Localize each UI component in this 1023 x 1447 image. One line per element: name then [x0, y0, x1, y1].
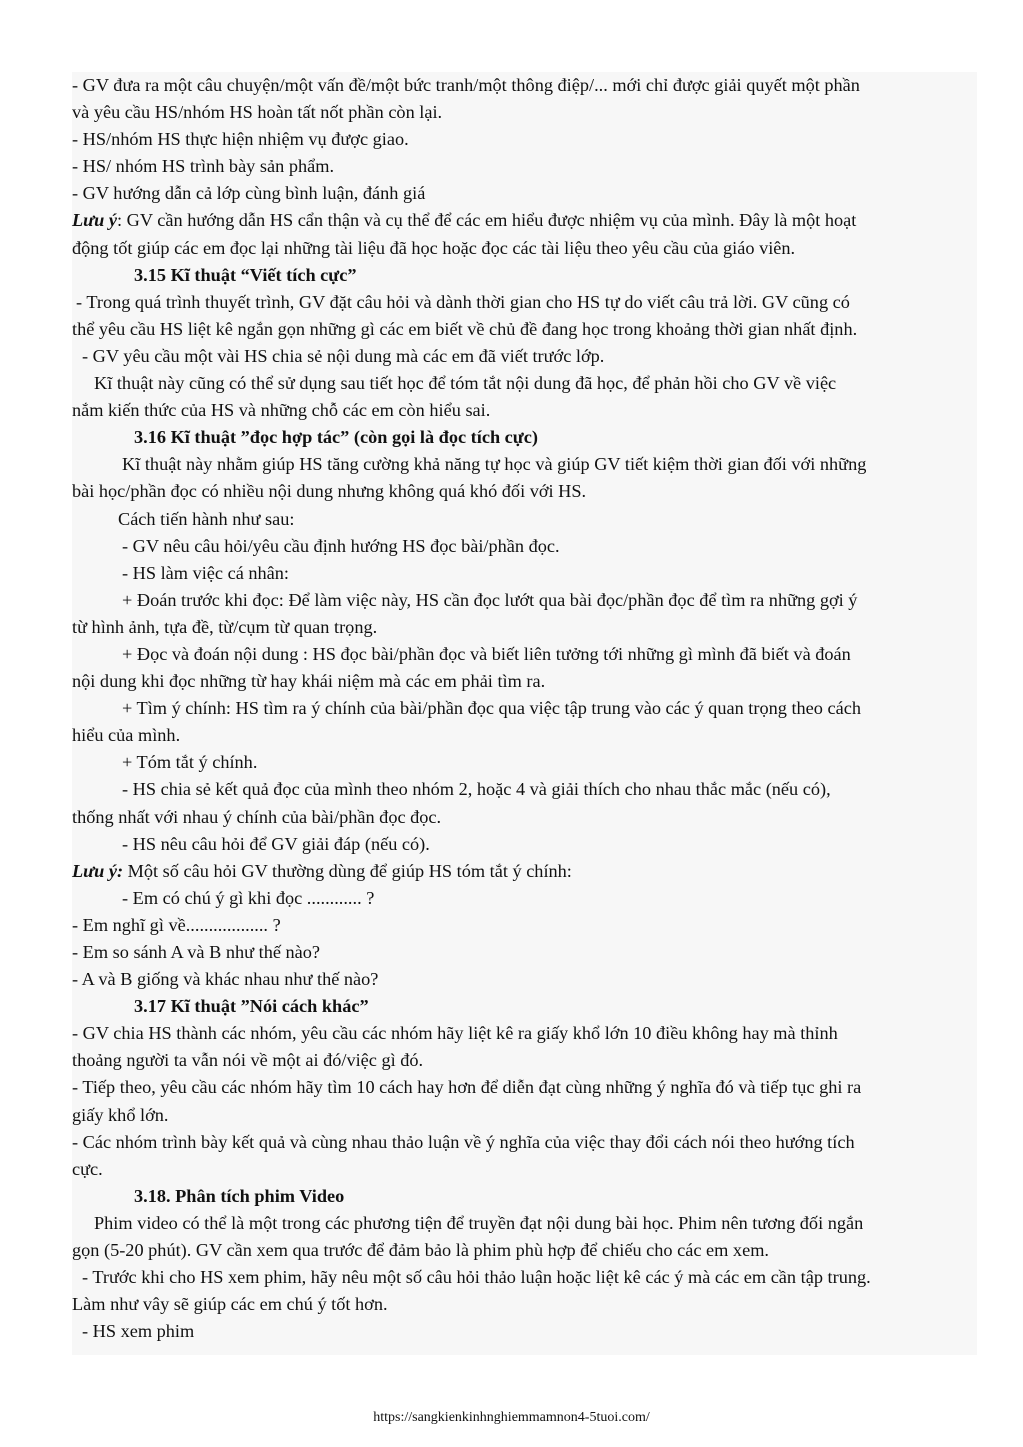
note-text: Một số câu hỏi GV thường dùng để giúp HS tóm tắt ý chính:: [123, 860, 572, 881]
text-line: - HS nêu câu hỏi để GV giải đáp (nếu có).: [122, 833, 430, 854]
text-line: - HS làm việc cá nhân:: [122, 562, 290, 583]
text-line: - Tiếp theo, yêu cầu các nhóm hãy tìm 10 cách hay hơn để diễn đạt cùng những ý nghĩa đó và tiếp tục ghi ra: [72, 1077, 862, 1098]
text-line: - Trước khi cho HS xem phim, hãy nêu một số câu hỏi thảo luận hoặc liệt kê các ý mà các em cần tập trung.: [82, 1267, 871, 1288]
note-label: Lưu ý: [72, 210, 117, 231]
text-line: - HS/ nhóm HS trình bày sản phẩm.: [72, 156, 335, 177]
document-body: [72, 72, 977, 1345]
text-line: + Tóm tắt ý chính.: [122, 752, 258, 773]
text-line: - Em có chú ý gì khi đọc ............ ?: [122, 887, 375, 908]
text-line: động tốt giúp các em đọc lại những tài liệu đã học hoặc đọc các tài liệu theo yêu cầu của giáo viên.: [72, 237, 796, 258]
text-line: - Em so sánh A và B như thế nào?: [72, 942, 321, 962]
text-line: Kĩ thuật này cũng có thể sử dụng sau tiết học để tóm tắt nội dung đã học, để phản hồi cho GV về việc: [94, 373, 837, 394]
section-heading-3-18: 3.18. Phân tích phim Video: [134, 1185, 345, 1206]
text-line: - HS xem phim: [82, 1321, 195, 1342]
text-line: gọn (5-20 phút). GV cần xem qua trước để đảm bảo là phim phù hợp để chiếu cho các em xem.: [72, 1240, 769, 1261]
text-line: nắm kiến thức của HS và những chỗ các em còn hiểu sai.: [72, 400, 491, 421]
text-line: - HS/nhóm HS thực hiện nhiệm vụ được giao.: [72, 129, 409, 150]
section-heading-3-15: 3.15 Kĩ thuật “Viết tích cực”: [134, 264, 357, 285]
note-label: Lưu ý:: [72, 860, 124, 881]
text-line: hiểu của mình.: [72, 725, 181, 746]
text-line: thống nhất với nhau ý chính của bài/phần đọc đọc.: [72, 806, 442, 827]
text-line: Phim video có thể là một trong các phương tiện để truyền đạt nội dung bài học. Phim nên tương đối ngắn: [94, 1212, 864, 1233]
text-line: - Em nghĩ gì về.................. ?: [72, 914, 281, 935]
text-line: Kĩ thuật này nhằm giúp HS tăng cường khả năng tự học và giúp GV tiết kiệm thời gian đối với những: [122, 454, 867, 475]
text-line: nội dung khi đọc những từ hay khái niệm mà các em phải tìm ra.: [72, 671, 546, 692]
text-line: - GV đưa ra một câu chuyện/một vấn đề/một bức tranh/một thông điệp/... mới chỉ được giải quyết một phần: [72, 75, 860, 95]
text-line: + Tìm ý chính: HS tìm ra ý chính của bài/phần đọc qua việc tập trung vào các ý quan trọng theo cách: [122, 698, 861, 719]
text-line: - GV yêu cầu một vài HS chia sẻ nội dung mà các em đã viết trước lớp.: [82, 345, 605, 366]
text-line: từ hình ảnh, tựa đề, từ/cụm từ quan trọng.: [72, 616, 378, 637]
text-line: - GV nêu câu hỏi/yêu cầu định hướng HS đọc bài/phần đọc.: [122, 535, 560, 556]
text-line: Làm như vây sẽ giúp các em chú ý tốt hơn.: [72, 1294, 388, 1315]
section-heading-3-16: 3.16 Kĩ thuật ”đọc hợp tác” (còn gọi là đọc tích cực): [134, 427, 538, 448]
text-line: cực.: [72, 1158, 103, 1179]
text-line: Cách tiến hành như sau:: [118, 508, 295, 529]
footer-url[interactable]: https://sangkienkinhnghiemmamnon4-5tuoi.com/: [373, 1410, 650, 1425]
text-line: giấy khổ lớn.: [72, 1104, 169, 1125]
text-line: thể yêu cầu HS liệt kê ngắn gọn những gì các em biết về chủ đề đang học trong khoảng thời gian nhất định.: [72, 318, 858, 339]
note-text: : GV cần hướng dẫn HS cẩn thận và cụ thể để các em hiểu được nhiệm vụ của mình. Đây là một hoạt: [116, 210, 857, 231]
section-heading-3-17: 3.17 Kĩ thuật ”Nói cách khác”: [134, 996, 369, 1017]
text-line: bài học/phần đọc có nhiều nội dung nhưng không quá khó đối với HS.: [72, 481, 587, 502]
text-line: - HS chia sẻ kết quả đọc của mình theo nhóm 2, hoặc 4 và giải thích cho nhau thắc mắc (nếu có),: [122, 779, 831, 800]
text-line: thoảng người ta vẫn nói về một ai đó/việc gì đó.: [72, 1050, 424, 1071]
note-line: [72, 858, 977, 885]
note-line: [72, 207, 977, 234]
text-line: và yêu cầu HS/nhóm HS hoàn tất nốt phần còn lại.: [72, 102, 443, 123]
text-line: + Đoán trước khi đọc: Để làm việc này, HS cần đọc lướt qua bài đọc/phần đọc để tìm ra những gợi ý: [122, 589, 858, 610]
text-line: - A và B giống và khác nhau như thế nào?: [72, 969, 379, 990]
text-line: - Trong quá trình thuyết trình, GV đặt câu hỏi và dành thời gian cho HS tự do viết câu trả lời. GV cũng có: [76, 291, 850, 312]
text-line: + Đọc và đoán nội dung : HS đọc bài/phần đọc và biết liên tưởng tới những gì mình đã biết và đoán: [122, 643, 851, 664]
text-line: - Các nhóm trình bày kết quả và cùng nhau thảo luận về ý nghĩa của việc thay đổi cách nói theo hướng tích: [72, 1131, 855, 1152]
text-line: - GV chia HS thành các nhóm, yêu cầu các nhóm hãy liệt kê ra giấy khổ lớn 10 điều không hay mà thỉnh: [72, 1023, 838, 1044]
text-line: - GV hướng dẫn cả lớp cùng bình luận, đánh giá: [72, 183, 426, 204]
